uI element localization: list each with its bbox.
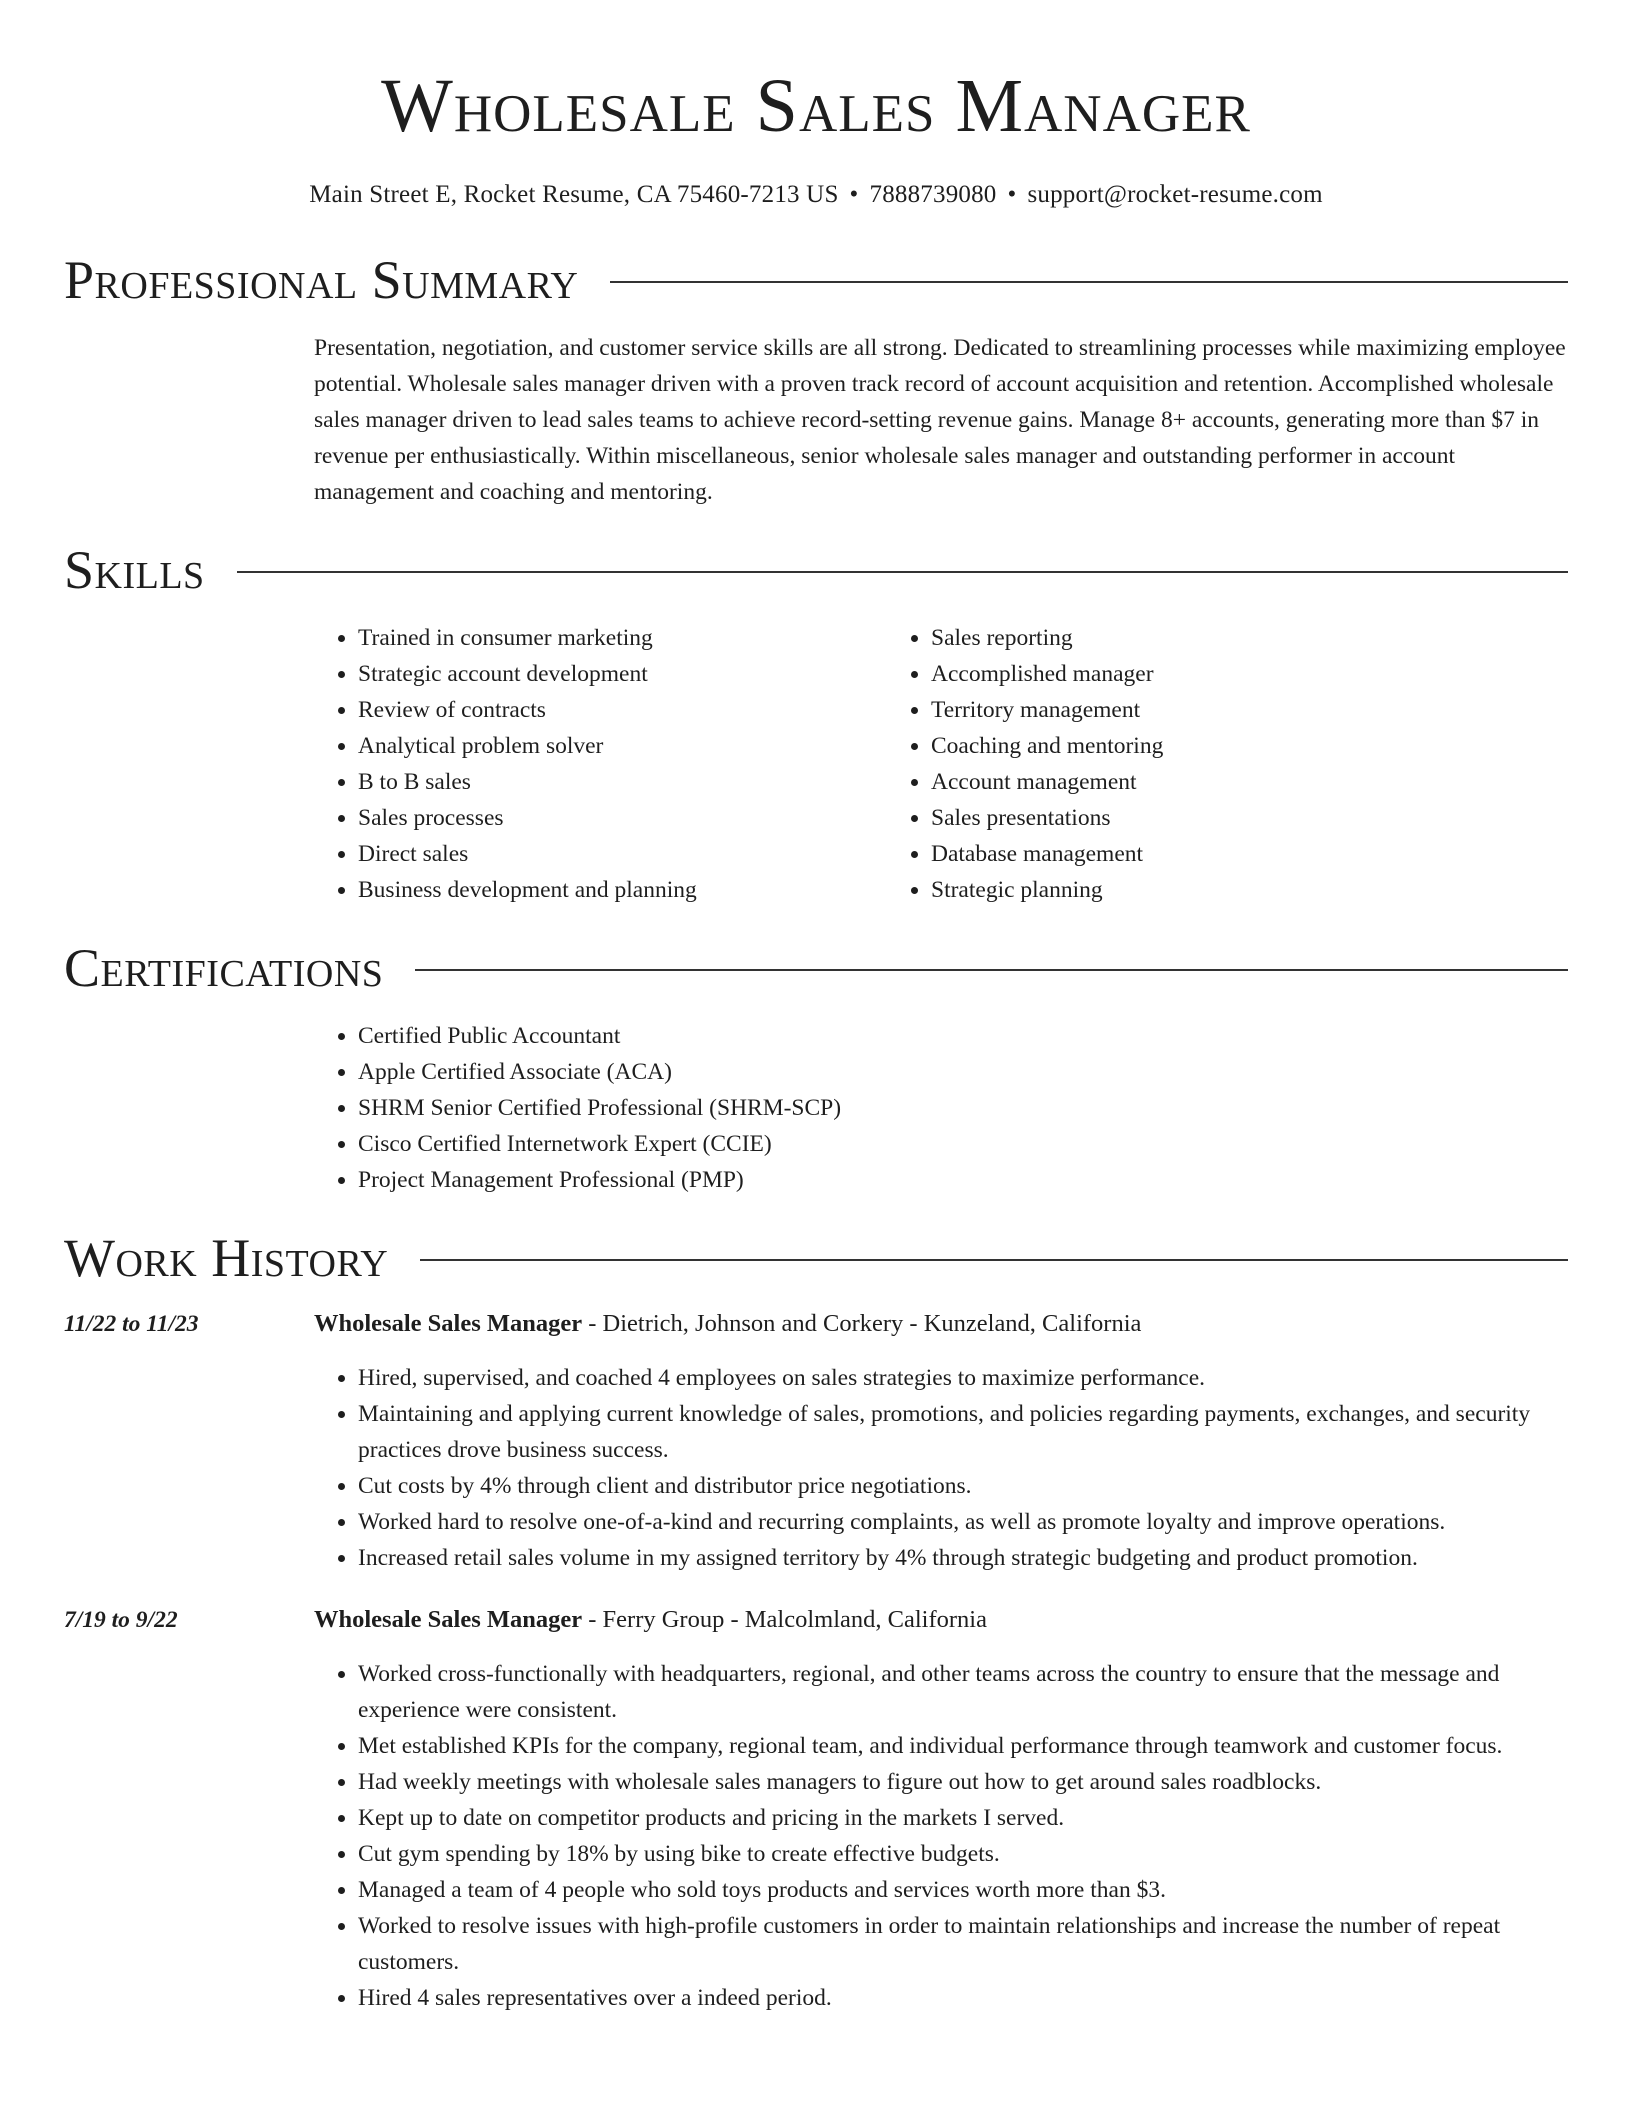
contact-separator: • [1007, 181, 1017, 208]
job-dates: 11/22 to 11/23 [64, 1311, 199, 1337]
skills-list-left [314, 620, 887, 908]
summary-section [64, 250, 1568, 510]
resume-name: Wholesale Sales Manager [381, 64, 1251, 148]
job-company-location: - Ferry Group - Malcolmland, California [582, 1606, 987, 1633]
skill-item: • Account management [931, 764, 1460, 800]
work-history-section [64, 1228, 1568, 2016]
contact-line [64, 178, 1568, 212]
certification-item: • Cisco Certified Internetwork Expert (CCIE) [358, 1126, 1568, 1162]
certification-item: • Project Management Professional (PMP) [358, 1162, 1568, 1198]
skills-heading-text: Skills [64, 540, 205, 600]
certification-item: • Certified Public Accountant [358, 1018, 1568, 1054]
certifications-list [314, 1018, 1568, 1198]
certification-item: • SHRM Senior Certified Professional (SHRM-SCP) [358, 1090, 1568, 1126]
job-dates: 7/19 to 9/22 [64, 1607, 178, 1633]
job-entry [64, 1606, 1568, 2016]
section-divider [237, 571, 1568, 573]
work-history-heading-text: Work History [64, 1228, 389, 1288]
section-divider [610, 281, 1568, 283]
certifications-heading-text: Certifications [64, 938, 384, 998]
job-bullet: • Managed a team of 4 people who sold toys products and services worth more than $3. [358, 1872, 1568, 1908]
job-bullet: • Kept up to date on competitor products and pricing in the markets I served. [358, 1800, 1568, 1836]
job-title: Wholesale Sales Manager [314, 1606, 583, 1633]
skill-item: • Accomplished manager [931, 656, 1460, 692]
skill-item: • Strategic planning [931, 872, 1460, 908]
job-company-location: - Dietrich, Johnson and Corkery - Kunzeland, California [582, 1310, 1142, 1337]
job-bullet: • Hired 4 sales representatives over a indeed period. [358, 1980, 1568, 2016]
job-header [64, 1310, 1568, 1346]
skill-item: • Coaching and mentoring [931, 728, 1460, 764]
section-divider [420, 1259, 1568, 1261]
skill-item: • Direct sales [358, 836, 887, 872]
summary-text: Presentation, negotiation, and customer service skills are all strong. Dedicated to streamlining processes while maximizing employee potential. Wholesale sales manager driven with a proven track record of account acquisition and retention. Accomplished wholesale sales manager driven to lead sales teams to achieve record-setting revenue gains. Manage 8+ accounts, generating more than $7 in revenue per enthusiastically. Within miscellaneous, senior wholesale sales manager and outstanding performer in account management and coaching and mentoring. [314, 335, 1566, 505]
job-bullets [314, 1360, 1568, 1576]
certifications-heading [64, 938, 1568, 998]
skill-item: • Business development and planning [358, 872, 887, 908]
job-title-line [314, 1606, 987, 1634]
job-bullet: • Had weekly meetings with wholesale sales managers to figure out how to get around sales roadblocks. [358, 1764, 1568, 1800]
contact-address: Main Street E, Rocket Resume, CA 75460-7213 US [309, 181, 839, 208]
contact-email: support@rocket-resume.com [1027, 181, 1323, 208]
job-bullet: • Met established KPIs for the company, regional team, and individual performance through teamwork and customer focus. [358, 1728, 1568, 1764]
summary-heading-text: Professional Summary [64, 250, 579, 310]
skill-item: • Database management [931, 836, 1460, 872]
skill-item: • B to B sales [358, 764, 887, 800]
skills-section [64, 540, 1568, 908]
job-bullet: • Worked to resolve issues with high-profile customers in order to maintain relationships and increase the number of repeat customers. [358, 1908, 1568, 1980]
skill-item: • Analytical problem solver [358, 728, 887, 764]
certifications-section [64, 938, 1568, 1198]
job-bullet: • Cut gym spending by 18% by using bike to create effective budgets. [358, 1836, 1568, 1872]
job-header [64, 1606, 1568, 1642]
job-title-line [314, 1310, 1141, 1338]
job-title: Wholesale Sales Manager [314, 1310, 583, 1337]
skill-item: • Sales processes [358, 800, 887, 836]
job-bullet: • Increased retail sales volume in my assigned territory by 4% through strategic budgeting and product promotion. [358, 1540, 1568, 1576]
job-bullet: • Worked hard to resolve one-of-a-kind and recurring complaints, as well as promote loyalty and improve operations. [358, 1504, 1568, 1540]
skill-item: • Trained in consumer marketing [358, 620, 887, 656]
skill-item: • Sales presentations [931, 800, 1460, 836]
job-bullet: • Worked cross-functionally with headquarters, regional, and other teams across the country to ensure that the message and experience were consistent. [358, 1656, 1568, 1728]
certification-item: • Apple Certified Associate (ACA) [358, 1054, 1568, 1090]
job-bullet: • Hired, supervised, and coached 4 employees on sales strategies to maximize performance. [358, 1360, 1568, 1396]
skills-columns [314, 620, 1568, 908]
skill-item: • Sales reporting [931, 620, 1460, 656]
skill-item: • Territory management [931, 692, 1460, 728]
summary-heading [64, 250, 1568, 310]
job-bullets [314, 1656, 1568, 2016]
skill-item: • Strategic account development [358, 656, 887, 692]
job-entry [64, 1310, 1568, 1576]
skill-item: • Review of contracts [358, 692, 887, 728]
skills-heading [64, 540, 1568, 600]
skills-list-right [887, 620, 1460, 908]
resume-page [64, 0, 1568, 2016]
contact-separator: • [849, 181, 859, 208]
work-history-heading [64, 1228, 1568, 1288]
section-divider [415, 969, 1568, 971]
job-bullet: • Cut costs by 4% through client and distributor price negotiations. [358, 1468, 1568, 1504]
contact-phone: 7888739080 [869, 181, 997, 208]
job-bullet: • Maintaining and applying current knowledge of sales, promotions, and policies regarding payments, exchanges, and security practices drove business success. [358, 1396, 1568, 1468]
